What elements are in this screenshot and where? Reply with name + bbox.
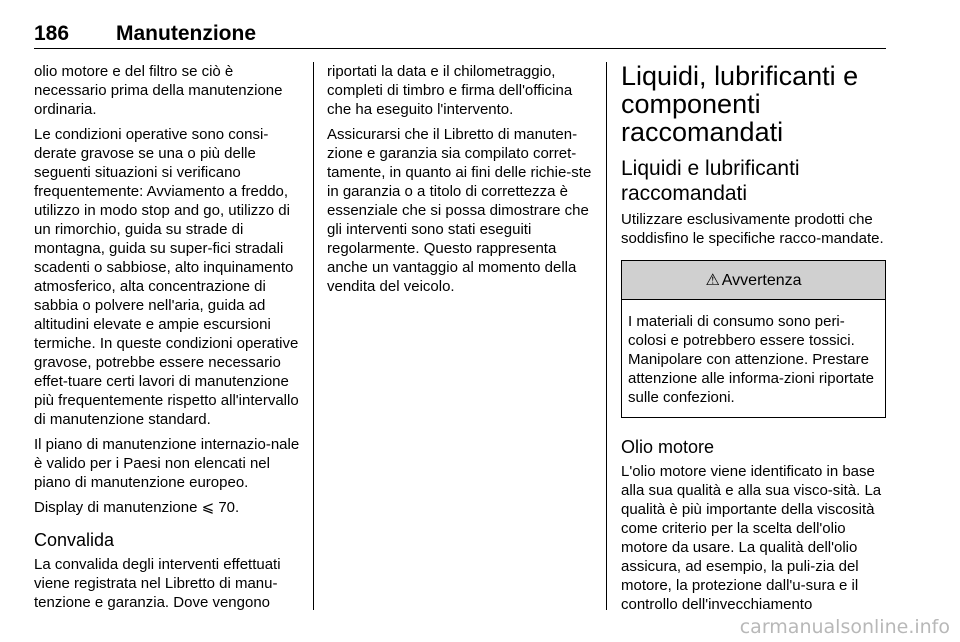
header-divider xyxy=(34,48,886,49)
paragraph: Le condizioni operative sono consi-derate gravose se una o più delle seguenti situazioni si verificano frequentemente: Avviamento a freddo, utilizzo in modo stop and go, utilizzo di un rimorchio, guida su strade di montagna, guida su super-fici stradali scadenti o sabbiose, alto inquinamento atmosferico, alta concentrazione di sabbia o polvere nell'aria, guida ad altitudini elevate e ampie escursioni termiche. In queste condizioni operative gravose, potrebbe essere necessario effet-tuare certi lavori di manutenzione più frequentemente rispetto all'intervallo di manutenzione standard. xyxy=(34,126,299,428)
column-divider xyxy=(606,62,607,610)
page-header xyxy=(34,22,886,50)
column-middle xyxy=(327,62,593,302)
paragraph: Il piano di manutenzione internazio-nale è valido per i Paesi non elencati nel piano di manutenzione europeo. xyxy=(34,436,300,491)
cross-reference-text: Display di manutenzione xyxy=(34,499,202,516)
heading-olio-motore: Olio motore xyxy=(621,437,715,457)
paragraph: olio motore e del filtro se ciò è necessario prima della manutenzione ordinaria. xyxy=(34,63,283,118)
cross-reference xyxy=(34,498,302,517)
paragraph: L'olio motore viene identificato in base alla sua qualità e alla sua visco-sità. La qualità è più importante della viscosità come criterio per la scelta dell'olio motore da usare. La qualità dell'olio assicura, ad esempio, la puli-zia del motore, la protezione dall'u-sura e il controllo dell'invecchiamento xyxy=(621,463,882,613)
heading-convalida: Convalida xyxy=(34,530,115,550)
warning-body: I materiali di consumo sono peri-colosi e potrebbero essere tossici. Manipolare con attenzione. Prestare attenzione alle informa-zioni riportate sulle confezioni. xyxy=(628,313,874,406)
paragraph: Assicurarsi che il Libretto di manuten-zione e garanzia sia compilato corret-tamente, in quanto ai fini delle richie-ste in garanzia o a titolo di correttezza è essenziale che si possa dimostrare che gli interventi sono stati eseguiti regolarmente. Questo rappresenta anche un vantaggio al momento della vendita del veicolo. xyxy=(327,126,592,295)
subchapter-heading: Liquidi e lubrificanti raccomandati xyxy=(621,157,800,205)
column-right xyxy=(621,62,886,620)
reference-arrow-icon: ⩽ xyxy=(201,499,215,516)
chapter-heading: Liquidi, lubrificanti e componenti raccomandati xyxy=(621,61,859,147)
paragraph: riportati la data e il chilometraggio, completi di timbro e firma dell'officina che ha eseguito l'intervento. xyxy=(327,63,573,118)
warning-triangle-icon: ⚠ xyxy=(705,271,720,289)
column-divider xyxy=(313,62,314,610)
page-number: 186 xyxy=(34,22,70,45)
warning-title: Avvertenza xyxy=(721,271,802,289)
warning-header xyxy=(622,261,885,300)
watermark: carmanualsonline.info xyxy=(739,616,950,638)
paragraph: La convalida degli interventi effettuati viene registrata nel Libretto di manu-tenzione e garanzia. Dove vengono xyxy=(34,556,281,611)
section-title: Manutenzione xyxy=(116,22,256,45)
reference-page-link[interactable]: 70. xyxy=(218,499,240,516)
column-left xyxy=(34,62,302,618)
warning-box xyxy=(621,260,886,418)
paragraph: Utilizzare esclusivamente prodotti che soddisfino le specifiche racco-mandate. xyxy=(621,211,884,247)
